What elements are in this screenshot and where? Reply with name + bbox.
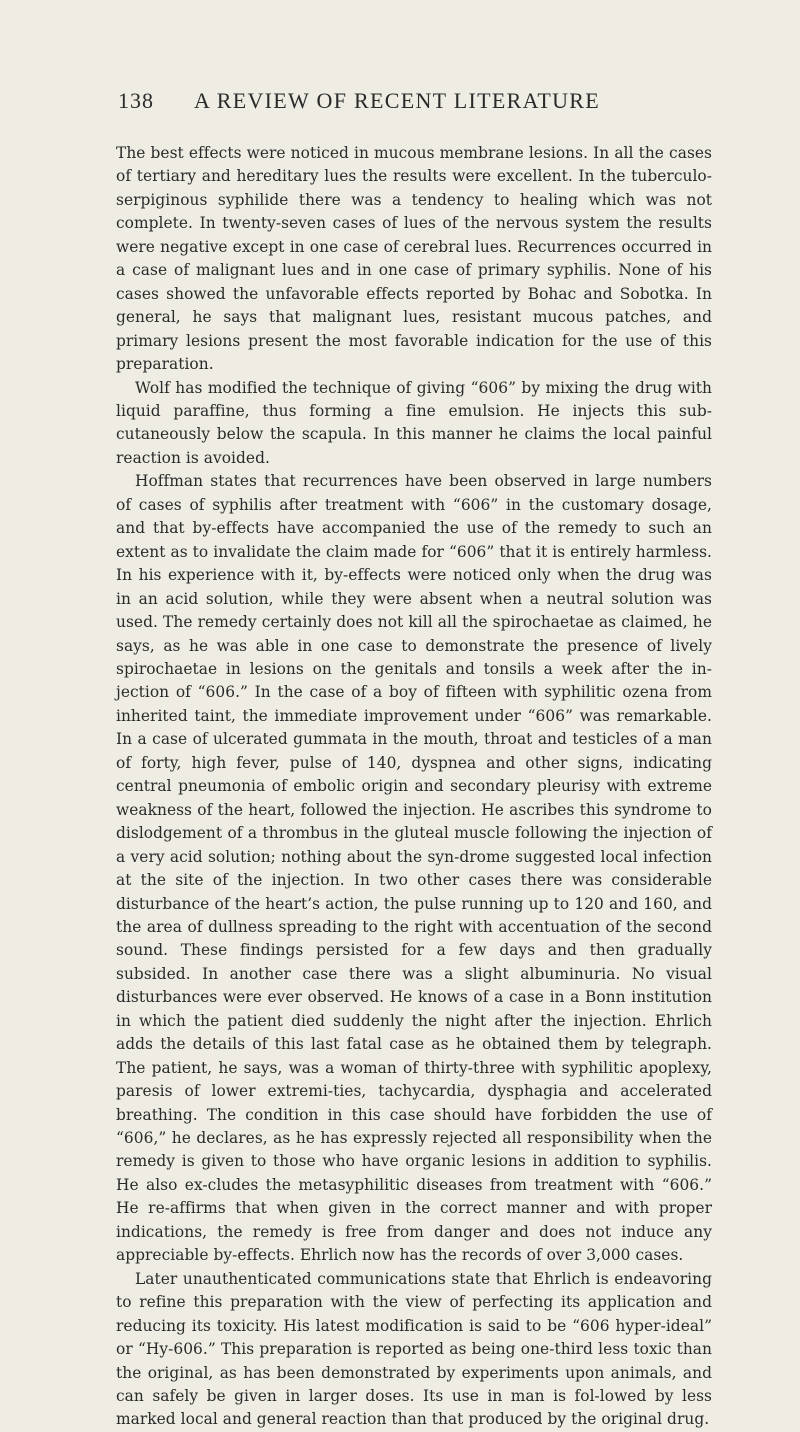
running-title: A REVIEW OF RECENT LITERATURE <box>194 88 600 113</box>
running-head <box>118 88 708 114</box>
paragraph-4: Later unauthenticated communications state that Ehrlich is endeavoring to refine this preparation with the view of perfecting its application and reducing its toxicity. His latest modification is said to be “606 hyper-ideal” or “Hy-606.” This preparation is reported as being one-third less toxic than the original, as has been demonstrated by experiments upon animals, and can safely be given in larger doses. Its use in man is fol-lowed by less marked local and general reaction than that produced by the original drug. <box>116 1269 712 1429</box>
paragraph-1: The best effects were noticed in mucous membrane lesions. In all the cases of tertiary and hereditary lues the results were excellent. In the tuberculo-serpiginous syphilide there was a tendency to healing which was not complete. In twenty-seven cases of lues of the nervous system the results were negative except in one case of cerebral lues. Recurrences occurred in a case of malignant lues and in one case of primary syphilis. None of his cases showed the unfavorable effects reported by Bohac and Sobotka. In general, he says that malignant lues, resistant mucous patches, and primary lesions present the most favorable indication for the use of this preparation. <box>116 144 712 374</box>
paragraph-2: Wolf has modified the technique of giving “606” by mixing the drug with liquid paraffine, thus forming a fine emulsion. He injects this sub-cutaneously below the scapula. In this manner he claims the local painful reaction is avoided. <box>116 378 712 467</box>
body-text <box>116 142 712 1432</box>
paragraph-3: Hoffman states that recurrences have been observed in large numbers of cases of syphilis after treatment with “606” in the customary dosage, and that by-effects have accompanied the use of the remedy to such an extent as to invalidate the claim made for “606” that it is entirely harmless. In his experience with it, by-effects were noticed only when the drug was in an acid solution, while they were absent when a neutral solution was used. The remedy certainly does not kill all the spirochaetae as claimed, he says, as he was able in one case to demonstrate the presence of lively spirochaetae in lesions on the genitals and tonsils a week after the in-jection of “606.” In the case of a boy of fifteen with syphilitic ozena from inherited taint, the immediate improvement under “606” was remarkable. In a case of ulcerated gummata in the mouth, throat and testicles of a man of forty, high fever, pulse of 140, dyspnea and other signs, indicating central pneumonia of embolic origin and secondary pleurisy with extreme weakness of the heart, followed the injection. He ascribes this syndrome to dislodgement of a thrombus in the gluteal muscle following the injection of a very acid solution; nothing about the syn-drome suggested local infection at the site of the injection. In two other cases there was considerable disturbance of the heart’s action, the pulse running up to 120 and 160, and the area of dullness spreading to the right with accentuation of the second sound. These findings persisted for a few days and then gradually subsided. In another case there was a slight albuminuria. No visual disturbances were ever observed. He knows of a case in a Bonn institution in which the patient died suddenly the night after the injection. Ehrlich adds the details of this last fatal case as he obtained them by telegraph. The patient, he says, was a woman of thirty-three with syphilitic apoplexy, paresis of lower extremi-ties, tachycardia, dysphagia and accelerated breathing. The condition in this case should have forbidden the use of “606,” he declares, as he has expressly rejected all responsibility when the remedy is given to those who have organic lesions in addition to syphilis. He also ex-cludes the metasyphilitic diseases from treatment with “606.” He re-affirms that when given in the correct manner and with proper indications, the remedy is free from danger and does not induce any appreciable by-effects. Ehrlich now has the records of over 3,000 cases. <box>116 472 712 1265</box>
page-number: 138 <box>118 88 154 113</box>
